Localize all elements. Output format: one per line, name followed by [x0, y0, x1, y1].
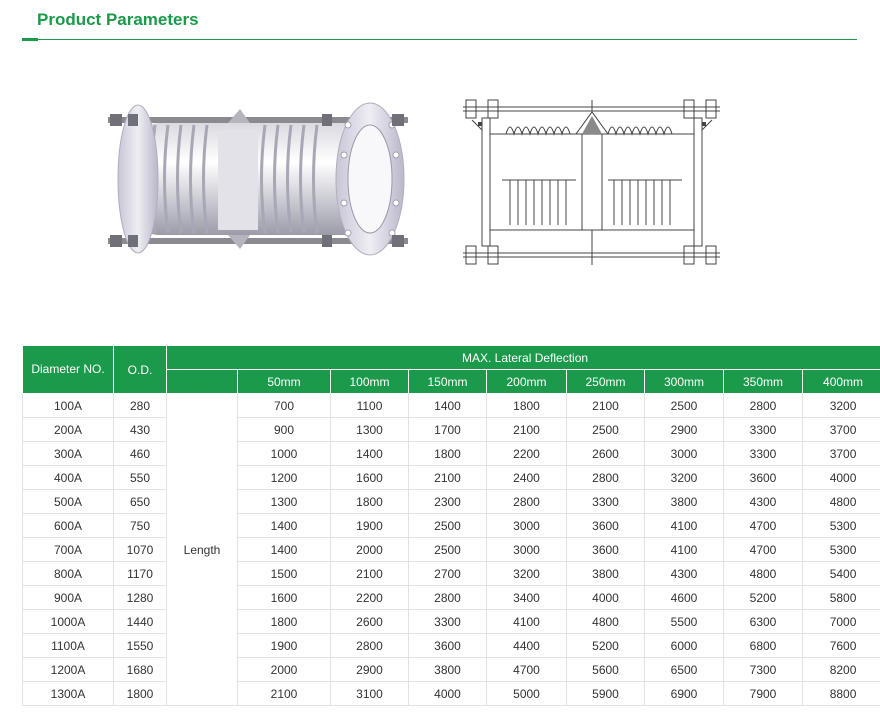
cell-diameter: 1100A	[23, 634, 114, 658]
cell-length-value: 3600	[409, 634, 487, 658]
cell-od: 1550	[114, 634, 167, 658]
cell-length-value: 5900	[567, 682, 645, 706]
cell-length-value: 8200	[803, 658, 880, 682]
cell-diameter: 500A	[23, 490, 114, 514]
cell-od: 650	[114, 490, 167, 514]
cell-length-value: 3000	[645, 442, 724, 466]
cell-diameter: 700A	[23, 538, 114, 562]
cell-length-value: 3800	[409, 658, 487, 682]
cell-length-value: 2700	[409, 562, 487, 586]
cell-length-value: 1600	[331, 466, 409, 490]
cell-length-value: 1800	[409, 442, 487, 466]
cell-length-value: 1400	[238, 538, 331, 562]
cell-length-value: 3100	[331, 682, 409, 706]
table-row	[23, 538, 880, 562]
cell-length-value: 5200	[567, 634, 645, 658]
cell-length-value: 700	[238, 394, 331, 418]
cell-od: 550	[114, 466, 167, 490]
cell-length-value: 3200	[487, 562, 567, 586]
cell-length-value: 6500	[645, 658, 724, 682]
cell-length-value: 6300	[724, 610, 803, 634]
cell-length-value: 5500	[645, 610, 724, 634]
cell-length-label: Length	[167, 394, 238, 706]
cell-length-value: 4700	[724, 514, 803, 538]
cell-length-value: 5200	[724, 586, 803, 610]
cell-length-value: 2800	[567, 466, 645, 490]
table-row	[23, 658, 880, 682]
cell-diameter: 400A	[23, 466, 114, 490]
cell-length-value: 2500	[567, 418, 645, 442]
cell-length-value: 1000	[238, 442, 331, 466]
cell-length-value: 5300	[803, 514, 880, 538]
cell-od: 280	[114, 394, 167, 418]
table-row	[23, 634, 880, 658]
cell-length-value: 6900	[645, 682, 724, 706]
cell-length-value: 2800	[331, 634, 409, 658]
cell-length-value: 4800	[803, 490, 880, 514]
cell-length-value: 3600	[724, 466, 803, 490]
cell-length-value: 1900	[238, 634, 331, 658]
cell-od: 1280	[114, 586, 167, 610]
cell-length-value: 3000	[487, 514, 567, 538]
header-deflection: 150mm	[409, 370, 487, 394]
cell-diameter: 1000A	[23, 610, 114, 634]
cell-diameter: 200A	[23, 418, 114, 442]
cell-length-value: 2100	[409, 466, 487, 490]
cell-length-value: 1600	[238, 586, 331, 610]
cell-length-value: 1900	[331, 514, 409, 538]
table-row	[23, 562, 880, 586]
cell-diameter: 600A	[23, 514, 114, 538]
cell-od: 1680	[114, 658, 167, 682]
header-deflection: 100mm	[331, 370, 409, 394]
cell-length-value: 2900	[331, 658, 409, 682]
cell-length-value: 1200	[238, 466, 331, 490]
cell-length-value: 4300	[724, 490, 803, 514]
cell-length-value: 3700	[803, 442, 880, 466]
cell-length-value: 7000	[803, 610, 880, 634]
cell-length-value: 1800	[487, 394, 567, 418]
cell-length-value: 5600	[567, 658, 645, 682]
cell-length-value: 5400	[803, 562, 880, 586]
cell-length-value: 2000	[238, 658, 331, 682]
expansion-joint-photo-icon	[100, 95, 420, 265]
header-deflection: 400mm	[803, 370, 880, 394]
cell-length-value: 2800	[724, 394, 803, 418]
cell-length-value: 4100	[645, 514, 724, 538]
cell-length-value: 5300	[803, 538, 880, 562]
cell-length-value: 1300	[238, 490, 331, 514]
cell-length-value: 4700	[724, 538, 803, 562]
cell-length-value: 2900	[645, 418, 724, 442]
cell-length-value: 4000	[803, 466, 880, 490]
cell-length-value: 2400	[487, 466, 567, 490]
cell-od: 1800	[114, 682, 167, 706]
table-row	[23, 442, 880, 466]
cell-length-value: 3800	[645, 490, 724, 514]
table-row	[23, 682, 880, 706]
technical-drawing	[458, 90, 728, 270]
cell-length-value: 2500	[645, 394, 724, 418]
cell-od: 750	[114, 514, 167, 538]
cell-diameter: 1200A	[23, 658, 114, 682]
cell-length-value: 2100	[238, 682, 331, 706]
cell-length-value: 2600	[331, 610, 409, 634]
cell-length-value: 2800	[409, 586, 487, 610]
cell-length-value: 2100	[567, 394, 645, 418]
table-row	[23, 418, 880, 442]
cell-length-value: 1400	[238, 514, 331, 538]
cell-length-value: 2600	[567, 442, 645, 466]
cell-length-value: 4800	[724, 562, 803, 586]
cell-length-value: 2500	[409, 538, 487, 562]
cell-length-value: 2300	[409, 490, 487, 514]
cell-length-value: 2100	[331, 562, 409, 586]
cell-length-value: 2100	[487, 418, 567, 442]
cell-od: 1440	[114, 610, 167, 634]
cell-length-value: 2800	[487, 490, 567, 514]
cell-length-value: 4400	[487, 634, 567, 658]
header-max-lateral-deflection: MAX. Lateral Deflection	[167, 346, 880, 370]
cell-length-value: 6800	[724, 634, 803, 658]
cell-diameter: 900A	[23, 586, 114, 610]
cell-length-value: 3300	[724, 442, 803, 466]
header-deflection: 50mm	[238, 370, 331, 394]
cell-diameter: 800A	[23, 562, 114, 586]
cell-length-value: 1400	[409, 394, 487, 418]
cell-length-value: 3600	[567, 538, 645, 562]
cell-length-value: 1500	[238, 562, 331, 586]
header-deflection: 350mm	[724, 370, 803, 394]
header-od: O.D.	[114, 346, 167, 394]
cell-length-value: 3700	[803, 418, 880, 442]
cell-length-value: 2200	[487, 442, 567, 466]
table-row	[23, 490, 880, 514]
cell-length-value: 5000	[487, 682, 567, 706]
table-row	[23, 394, 880, 418]
cell-length-value: 4100	[487, 610, 567, 634]
header-diameter: Diameter NO.	[23, 346, 114, 394]
cell-length-value: 2500	[409, 514, 487, 538]
cell-diameter: 100A	[23, 394, 114, 418]
cell-length-value: 4000	[567, 586, 645, 610]
table-header-row	[23, 346, 880, 370]
cell-length-value: 3400	[487, 586, 567, 610]
header-blank	[167, 370, 238, 394]
cell-od: 1070	[114, 538, 167, 562]
cell-diameter: 300A	[23, 442, 114, 466]
cell-length-value: 3600	[567, 514, 645, 538]
cell-od: 1170	[114, 562, 167, 586]
cell-od: 430	[114, 418, 167, 442]
cell-length-value: 3300	[409, 610, 487, 634]
table-row	[23, 586, 880, 610]
parameters-table	[22, 345, 880, 706]
cell-length-value: 4100	[645, 538, 724, 562]
cell-length-value: 3300	[567, 490, 645, 514]
cell-length-value: 1700	[409, 418, 487, 442]
header-deflection: 300mm	[645, 370, 724, 394]
cell-length-value: 4700	[487, 658, 567, 682]
cell-length-value: 3800	[567, 562, 645, 586]
header-deflection: 200mm	[487, 370, 567, 394]
cell-length-value: 1800	[331, 490, 409, 514]
cell-length-value: 7600	[803, 634, 880, 658]
cell-length-value: 7300	[724, 658, 803, 682]
cell-length-value: 5800	[803, 586, 880, 610]
cell-length-value: 1800	[238, 610, 331, 634]
header-deflection: 250mm	[567, 370, 645, 394]
table-row	[23, 466, 880, 490]
cell-length-value: 1300	[331, 418, 409, 442]
table-row	[23, 610, 880, 634]
cell-length-value: 4800	[567, 610, 645, 634]
page-title: Product Parameters	[37, 10, 199, 29]
cell-length-value: 1400	[331, 442, 409, 466]
cell-length-value: 900	[238, 418, 331, 442]
cell-length-value: 4600	[645, 586, 724, 610]
cell-length-value: 6000	[645, 634, 724, 658]
cell-length-value: 4000	[409, 682, 487, 706]
cell-length-value: 8800	[803, 682, 880, 706]
cell-length-value: 2000	[331, 538, 409, 562]
cell-length-value: 2200	[331, 586, 409, 610]
cell-diameter: 1300A	[23, 682, 114, 706]
cell-length-value: 3200	[803, 394, 880, 418]
cell-length-value: 3200	[645, 466, 724, 490]
cell-length-value: 3000	[487, 538, 567, 562]
table-row	[23, 514, 880, 538]
title-divider-accent	[22, 38, 38, 41]
cell-length-value: 1100	[331, 394, 409, 418]
cell-length-value: 4300	[645, 562, 724, 586]
cell-od: 460	[114, 442, 167, 466]
title-divider	[22, 39, 857, 40]
cell-length-value: 3300	[724, 418, 803, 442]
cell-length-value: 7900	[724, 682, 803, 706]
expansion-joint-drawing-icon	[458, 90, 728, 270]
product-photo	[100, 95, 420, 265]
